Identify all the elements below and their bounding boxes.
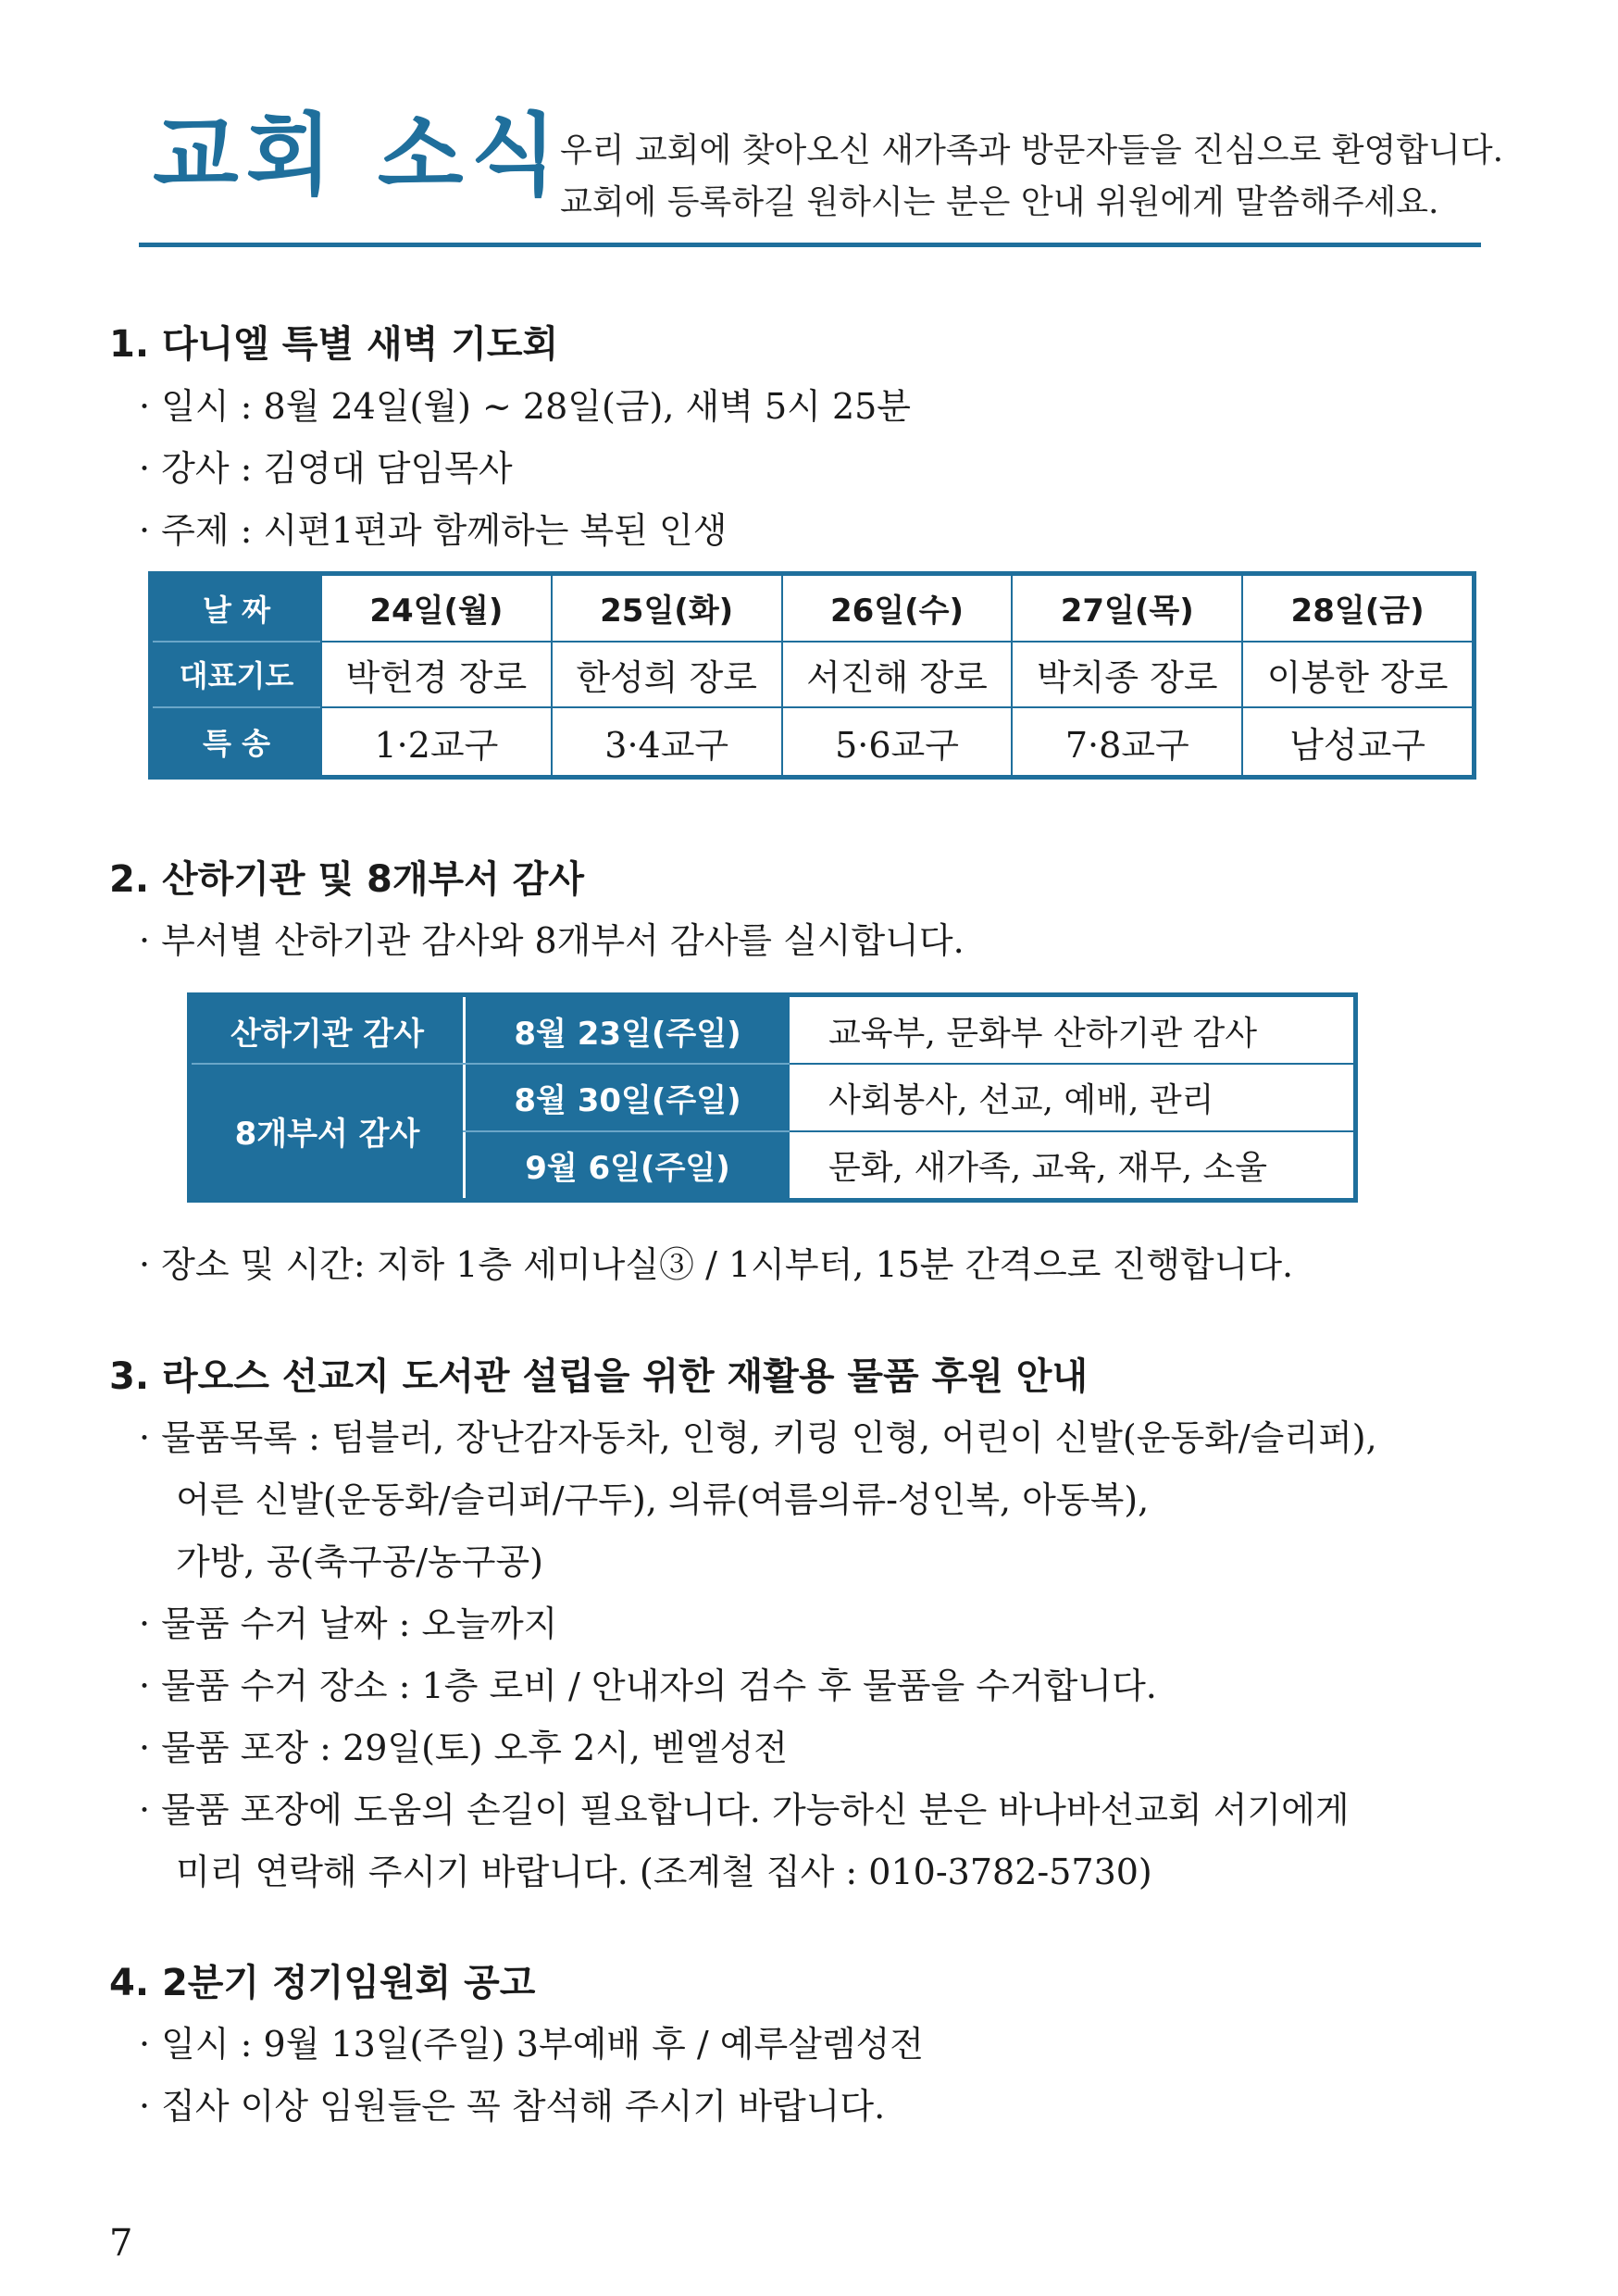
row-label-date: 날 짜 xyxy=(153,576,320,643)
section-3-title: 3. 라오스 선교지 도서관 설립을 위한 재활용 물품 후원 안내 xyxy=(109,1355,1089,1398)
section-3-help-line-2: 미리 연락해 주시기 바랍니다. (조계철 집사 : 010-3782-5730) xyxy=(176,1852,1152,1892)
section-3-collection-place: · 물품 수거 장소 : 1층 로비 / 안내자의 검수 후 물품을 수거합니다. xyxy=(139,1666,1157,1706)
prayer-cell: 한성희 장로 xyxy=(551,643,781,709)
audit-description: 교육부, 문화부 산하기관 감사 xyxy=(828,1014,1258,1053)
label-affiliate-audit: 산하기관 감사 xyxy=(192,997,463,1064)
day-cell: 27일(목) xyxy=(1011,576,1241,643)
row-divider xyxy=(790,1063,1353,1065)
section-1-bullet-theme: · 주제 : 시편1편과 함께하는 복된 인생 xyxy=(139,510,728,551)
page-title: 교회 소식 xyxy=(153,104,565,207)
header-divider xyxy=(139,243,1481,247)
prayer-cell: 박헌경 장로 xyxy=(320,643,551,709)
day-cell: 24일(월) xyxy=(320,576,551,643)
special-song-cell: 3·4교구 xyxy=(551,708,781,775)
row-divider xyxy=(790,1130,1353,1132)
audit-date: 8월 30일(주일) xyxy=(463,1064,790,1131)
day-cell: 26일(수) xyxy=(781,576,1012,643)
row-divider xyxy=(463,1130,790,1132)
prayer-cell: 서진해 장로 xyxy=(781,643,1012,709)
day-cell: 25일(화) xyxy=(551,576,781,643)
section-4-bullet-datetime: · 일시 : 9월 13일(주일) 3부예배 후 / 예루살렘성전 xyxy=(139,2024,925,2065)
special-song-cell: 7·8교구 xyxy=(1011,708,1241,775)
section-3-items-line-2: 어른 신발(운동화/슬리퍼/구두), 의류(여름의류-성인복, 아동복), xyxy=(176,1479,1150,1520)
prayer-schedule-table xyxy=(148,571,1476,780)
audit-description: 사회봉사, 선교, 예배, 관리 xyxy=(828,1081,1214,1119)
special-song-cell: 남성교구 xyxy=(1241,708,1472,775)
section-3-collection-date: · 물품 수거 날짜 : 오늘까지 xyxy=(139,1603,558,1644)
section-1-title: 1. 다니엘 특별 새벽 기도회 xyxy=(109,323,559,366)
page-number: 7 xyxy=(109,2222,133,2265)
section-3-help-line-1: · 물품 포장에 도움의 손길이 필요합니다. 가능하신 분은 바나바선교회 서기에게 xyxy=(139,1790,1350,1830)
row-divider xyxy=(192,1063,790,1065)
special-song-cell: 1·2교구 xyxy=(320,708,551,775)
section-4-bullet-attendance: · 집사 이상 임원들은 꼭 참석해 주시기 바랍니다. xyxy=(139,2086,886,2127)
section-2-bullet-intro: · 부서별 산하기관 감사와 8개부서 감사를 실시합니다. xyxy=(139,920,965,961)
special-song-cell: 5·6교구 xyxy=(781,708,1012,775)
section-3-items-line-1: · 물품목록 : 텀블러, 장난감자동차, 인형, 키링 인형, 어린이 신발(운동화/슬리퍼), xyxy=(139,1417,1377,1458)
section-2-bullet-location: · 장소 및 시간: 지하 1층 세미나실③ / 1시부터, 15분 간격으로 진행합니다. xyxy=(139,1244,1294,1285)
audit-date: 9월 6일(주일) xyxy=(463,1131,790,1198)
label-department-audit: 8개부서 감사 xyxy=(192,1064,463,1198)
prayer-cell: 박치종 장로 xyxy=(1011,643,1241,709)
section-3-items-line-3: 가방, 공(축구공/농구공) xyxy=(176,1541,543,1582)
audit-schedule-table xyxy=(187,992,1358,1203)
welcome-line-1: 우리 교회에 찾아오신 새가족과 방문자들을 진심으로 환영합니다. xyxy=(560,131,1504,169)
section-3-packing: · 물품 포장 : 29일(토) 오후 2시, 벧엘성전 xyxy=(139,1728,788,1768)
audit-description: 문화, 새가족, 교육, 재무, 소울 xyxy=(828,1148,1268,1187)
row-label-special-song: 특 송 xyxy=(153,708,320,775)
section-2-title: 2. 산하기관 및 8개부서 감사 xyxy=(109,858,584,901)
section-1-bullet-datetime: · 일시 : 8월 24일(월) ~ 28일(금), 새벽 5시 25분 xyxy=(139,386,912,427)
section-4-title: 4. 2분기 정기임원회 공고 xyxy=(109,1962,536,2004)
welcome-message xyxy=(560,125,1503,229)
welcome-line-2: 교회에 등록하길 원하시는 분은 안내 위원에게 말씀해주세요. xyxy=(560,183,1439,221)
row-label-prayer: 대표기도 xyxy=(153,643,320,709)
audit-date: 8월 23일(주일) xyxy=(463,997,790,1064)
prayer-cell: 이봉한 장로 xyxy=(1241,643,1472,709)
section-1-bullet-speaker: · 강사 : 김영대 담임목사 xyxy=(139,448,513,489)
day-cell: 28일(금) xyxy=(1241,576,1472,643)
